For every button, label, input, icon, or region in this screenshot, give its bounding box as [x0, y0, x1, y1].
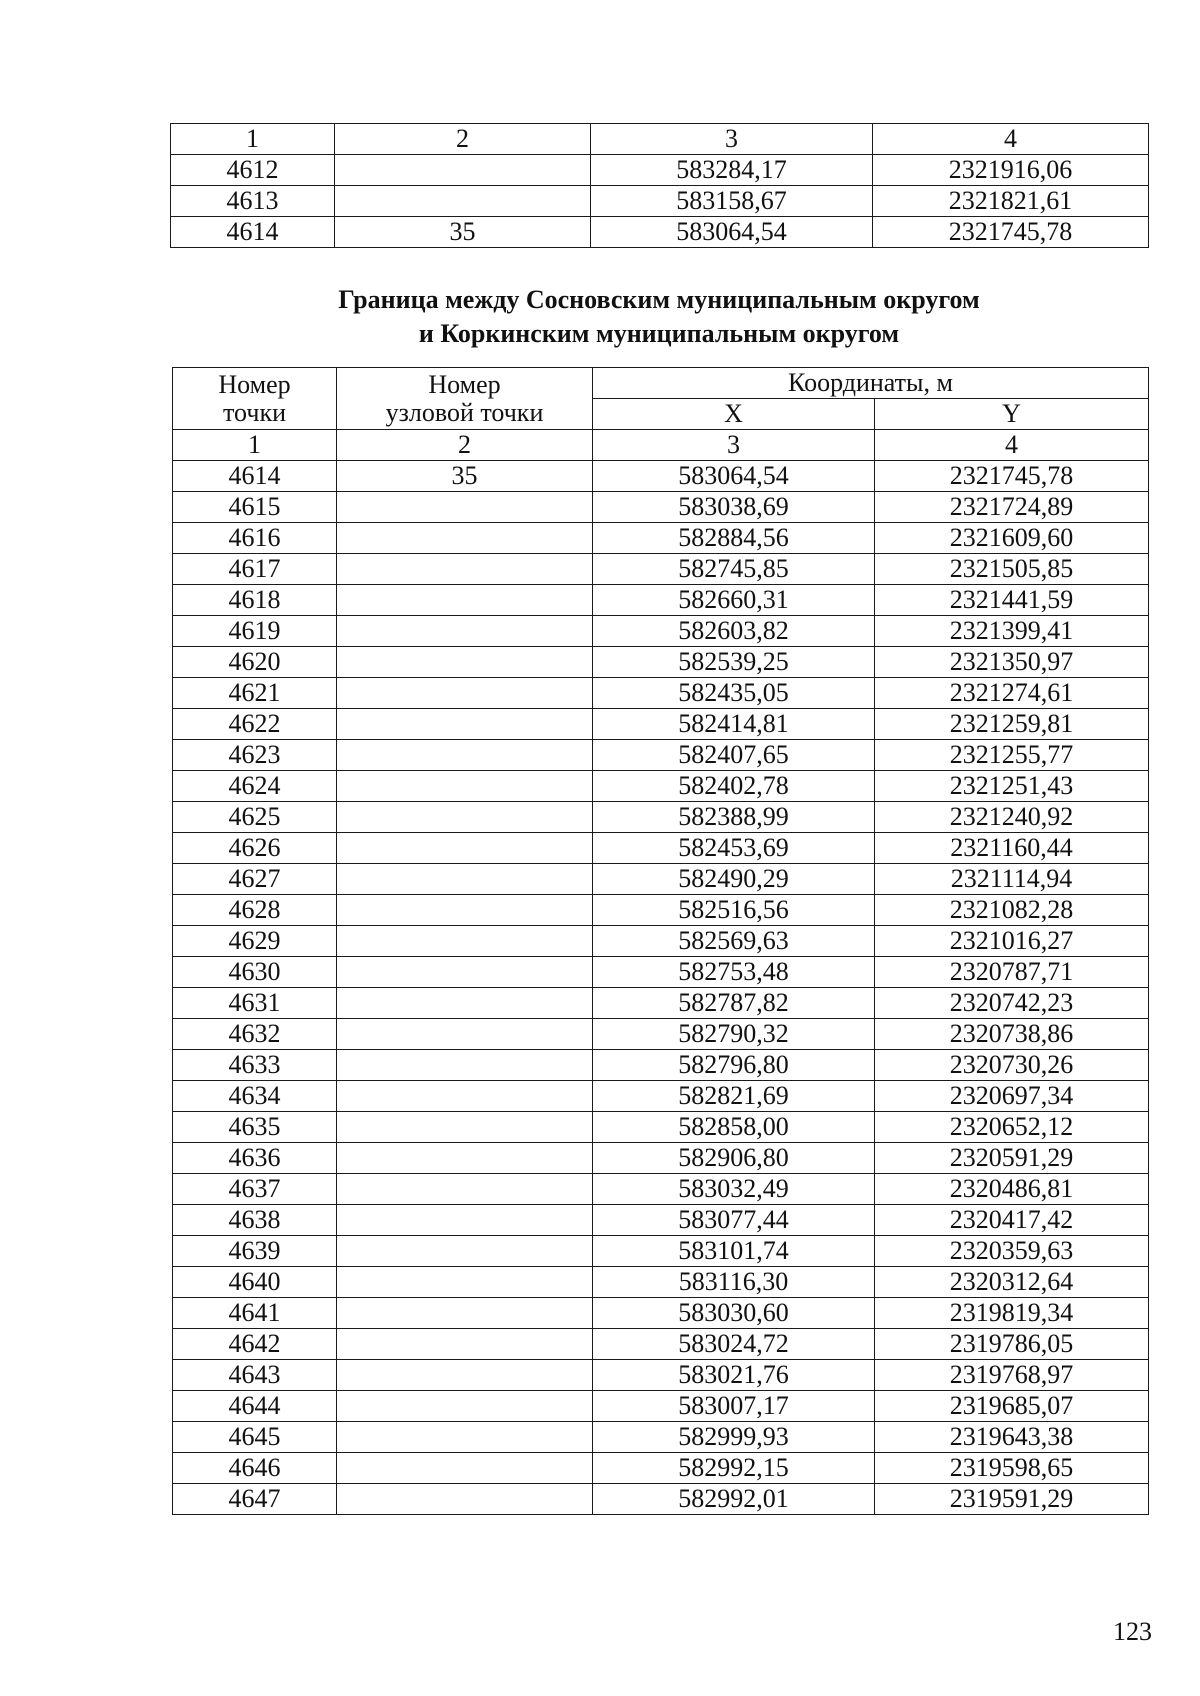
- y-coordinate-cell: 2321114,94: [875, 864, 1149, 895]
- table-row: [173, 616, 1149, 647]
- y-coordinate-cell: 2320697,34: [875, 1081, 1149, 1112]
- continuation-table: [170, 123, 1149, 248]
- y-coordinate-cell: 2321274,61: [875, 678, 1149, 709]
- x-coordinate-cell: 583021,76: [593, 1360, 875, 1391]
- y-coordinate-cell: 2321082,28: [875, 895, 1149, 926]
- point-number-cell: 4627: [173, 864, 337, 895]
- point-number-cell: 4643: [173, 1360, 337, 1391]
- node-number-cell: [337, 647, 593, 678]
- table-row: [173, 771, 1149, 802]
- x-coordinate-cell: 583116,30: [593, 1267, 875, 1298]
- point-number-cell: 4622: [173, 709, 337, 740]
- point-number-cell: 4642: [173, 1329, 337, 1360]
- node-number-cell: [337, 1391, 593, 1422]
- page-number: 123: [1113, 1617, 1152, 1646]
- node-number-cell: [337, 1112, 593, 1143]
- x-coordinate-cell: 583077,44: [593, 1205, 875, 1236]
- x-coordinate-cell: 583158,67: [591, 186, 873, 217]
- table-row: [173, 1112, 1149, 1143]
- point-number-cell: 4618: [173, 585, 337, 616]
- node-number-cell: 35: [335, 217, 591, 248]
- x-coordinate-cell: 582906,80: [593, 1143, 875, 1174]
- table-row: [173, 492, 1149, 523]
- node-number-cell: 35: [337, 461, 593, 492]
- y-coordinate-cell: 2321821,61: [873, 186, 1149, 217]
- point-number-cell: 4626: [173, 833, 337, 864]
- node-number-cell: [337, 802, 593, 833]
- y-coordinate-cell: 2320738,86: [875, 1019, 1149, 1050]
- table-row: [173, 957, 1149, 988]
- table-row: [173, 1422, 1149, 1453]
- column-number-2: 2: [337, 430, 593, 461]
- table-row: [173, 585, 1149, 616]
- node-number-cell: [337, 1329, 593, 1360]
- y-coordinate-cell: 2320591,29: [875, 1143, 1149, 1174]
- y-coordinate-cell: 2321016,27: [875, 926, 1149, 957]
- section-title-line-2: и Коркинским муниципальным округом: [418, 319, 900, 348]
- table-row: [173, 740, 1149, 771]
- x-coordinate-cell: 582569,63: [593, 926, 875, 957]
- point-number-cell: 4629: [173, 926, 337, 957]
- y-coordinate-cell: 2320787,71: [875, 957, 1149, 988]
- section-title-line-1: Граница между Сосновским муниципальным округом: [338, 285, 980, 314]
- point-number-cell: 4634: [173, 1081, 337, 1112]
- node-number-cell: [337, 554, 593, 585]
- table-row: [173, 523, 1149, 554]
- table-row: [173, 554, 1149, 585]
- node-number-cell: [337, 771, 593, 802]
- point-number-cell: 4644: [173, 1391, 337, 1422]
- node-number-cell: [337, 988, 593, 1019]
- point-number-cell: 4638: [173, 1205, 337, 1236]
- node-number-cell: [337, 585, 593, 616]
- table-row: [173, 895, 1149, 926]
- point-number-cell: 4633: [173, 1050, 337, 1081]
- node-number-cell: [337, 709, 593, 740]
- x-coordinate-cell: 582388,99: [593, 802, 875, 833]
- node-number-cell: [335, 155, 591, 186]
- table-row: [173, 647, 1149, 678]
- point-number-cell: 4613: [171, 186, 335, 217]
- y-coordinate-cell: 2320652,12: [875, 1112, 1149, 1143]
- x-coordinate-cell: 583038,69: [593, 492, 875, 523]
- x-coordinate-cell: 582516,56: [593, 895, 875, 926]
- node-number-header-line-2: узловой точки: [385, 397, 544, 427]
- y-coordinate-cell: 2321916,06: [873, 155, 1149, 186]
- point-number-cell: 4615: [173, 492, 337, 523]
- node-number-cell: [337, 492, 593, 523]
- node-number-cell: [337, 616, 593, 647]
- x-coordinate-cell: 582821,69: [593, 1081, 875, 1112]
- x-coordinate-cell: 582858,00: [593, 1112, 875, 1143]
- point-number-cell: 4639: [173, 1236, 337, 1267]
- y-coordinate-cell: 2319786,05: [875, 1329, 1149, 1360]
- node-number-cell: [337, 833, 593, 864]
- point-number-cell: 4646: [173, 1453, 337, 1484]
- y-coordinate-cell: 2321724,89: [875, 492, 1149, 523]
- x-coordinate-cell: 582753,48: [593, 957, 875, 988]
- x-coordinate-cell: 583064,54: [591, 217, 873, 248]
- point-number-cell: 4620: [173, 647, 337, 678]
- point-number-cell: 4645: [173, 1422, 337, 1453]
- table-row: [173, 1329, 1149, 1360]
- y-coordinate-cell: 2321259,81: [875, 709, 1149, 740]
- y-coordinate-cell: 2321505,85: [875, 554, 1149, 585]
- x-coordinate-cell: 582453,69: [593, 833, 875, 864]
- x-coordinate-cell: 582884,56: [593, 523, 875, 554]
- y-coordinate-cell: 2321745,78: [875, 461, 1149, 492]
- node-number-cell: [337, 1205, 593, 1236]
- column-number-1: 1: [173, 430, 337, 461]
- point-number-cell: 4637: [173, 1174, 337, 1205]
- y-coordinate-cell: 2320312,64: [875, 1267, 1149, 1298]
- point-number-cell: 4621: [173, 678, 337, 709]
- x-coordinate-cell: 583030,60: [593, 1298, 875, 1329]
- header-row-1: [173, 368, 1149, 399]
- node-number-cell: [337, 1453, 593, 1484]
- table-row: [171, 217, 1149, 248]
- column-number-2: 2: [335, 124, 591, 155]
- node-number-cell: [337, 1019, 593, 1050]
- node-number-header: [337, 368, 593, 430]
- column-number-4: 4: [873, 124, 1149, 155]
- x-coordinate-cell: 583284,17: [591, 155, 873, 186]
- y-coordinate-cell: 2320486,81: [875, 1174, 1149, 1205]
- point-number-cell: 4625: [173, 802, 337, 833]
- y-coordinate-cell: 2321745,78: [873, 217, 1149, 248]
- x-coordinate-cell: 583024,72: [593, 1329, 875, 1360]
- x-coordinate-cell: 582787,82: [593, 988, 875, 1019]
- table-row: [173, 1360, 1149, 1391]
- column-number-3: 3: [593, 430, 875, 461]
- node-number-cell: [337, 1298, 593, 1329]
- x-coordinate-cell: 582407,65: [593, 740, 875, 771]
- table-row: [173, 864, 1149, 895]
- point-number-cell: 4647: [173, 1484, 337, 1515]
- point-number-cell: 4612: [171, 155, 335, 186]
- y-coordinate-cell: 2320742,23: [875, 988, 1149, 1019]
- y-coordinate-cell: 2319643,38: [875, 1422, 1149, 1453]
- point-number-cell: 4614: [173, 461, 337, 492]
- x-coordinate-cell: 582490,29: [593, 864, 875, 895]
- x-coordinate-cell: 582992,15: [593, 1453, 875, 1484]
- point-number-cell: 4623: [173, 740, 337, 771]
- table-row: [173, 1143, 1149, 1174]
- table-row: [171, 186, 1149, 217]
- y-coordinate-cell: 2319598,65: [875, 1453, 1149, 1484]
- point-number-cell: 4635: [173, 1112, 337, 1143]
- table-row: [173, 1267, 1149, 1298]
- node-number-cell: [337, 1267, 593, 1298]
- node-number-cell: [337, 1174, 593, 1205]
- point-number-cell: 4617: [173, 554, 337, 585]
- y-coordinate-cell: 2319685,07: [875, 1391, 1149, 1422]
- table-row: [173, 1019, 1149, 1050]
- node-number-cell: [337, 895, 593, 926]
- continuation-table-body: [171, 124, 1149, 248]
- point-number-cell: 4619: [173, 616, 337, 647]
- point-number-cell: 4630: [173, 957, 337, 988]
- node-number-cell: [337, 1422, 593, 1453]
- x-coordinate-cell: 582745,85: [593, 554, 875, 585]
- point-number-header-line-2: точки: [223, 397, 286, 427]
- point-number-cell: 4632: [173, 1019, 337, 1050]
- node-number-header-line-1: Номер: [428, 370, 501, 400]
- y-coordinate-cell: 2321609,60: [875, 523, 1149, 554]
- y-coordinate-cell: 2319591,29: [875, 1484, 1149, 1515]
- point-number-cell: 4640: [173, 1267, 337, 1298]
- coordinates-header: Координаты, м: [593, 368, 1149, 399]
- y-coordinate-cell: 2321350,97: [875, 647, 1149, 678]
- point-number-cell: 4616: [173, 523, 337, 554]
- point-number-cell: 4628: [173, 895, 337, 926]
- x-coordinate-cell: 582539,25: [593, 647, 875, 678]
- column-number-row: [171, 124, 1149, 155]
- x-coordinate-cell: 582999,93: [593, 1422, 875, 1453]
- x-coordinate-cell: 582414,81: [593, 709, 875, 740]
- node-number-cell: [337, 864, 593, 895]
- coordinates-table: [172, 367, 1149, 1515]
- y-coordinate-cell: 2319768,97: [875, 1360, 1149, 1391]
- point-number-cell: 4624: [173, 771, 337, 802]
- x-header: X: [593, 399, 875, 430]
- column-number-1: 1: [171, 124, 335, 155]
- coordinates-table-header: [173, 368, 1149, 461]
- x-coordinate-cell: 582796,80: [593, 1050, 875, 1081]
- table-row: [173, 1484, 1149, 1515]
- table-row: [173, 833, 1149, 864]
- table-row: [173, 802, 1149, 833]
- point-number-cell: 4631: [173, 988, 337, 1019]
- table-row: [173, 1081, 1149, 1112]
- x-coordinate-cell: 582435,05: [593, 678, 875, 709]
- table-row: [173, 1174, 1149, 1205]
- table-row: [173, 1236, 1149, 1267]
- x-coordinate-cell: 583007,17: [593, 1391, 875, 1422]
- coordinates-table-body: [173, 461, 1149, 1515]
- node-number-cell: [337, 740, 593, 771]
- node-number-cell: [337, 1143, 593, 1174]
- y-coordinate-cell: 2321251,43: [875, 771, 1149, 802]
- column-number-row: [173, 430, 1149, 461]
- table-row: [173, 1050, 1149, 1081]
- x-coordinate-cell: 583101,74: [593, 1236, 875, 1267]
- point-number-cell: 4636: [173, 1143, 337, 1174]
- x-coordinate-cell: 582660,31: [593, 585, 875, 616]
- table-row: [173, 1298, 1149, 1329]
- y-coordinate-cell: 2321160,44: [875, 833, 1149, 864]
- column-number-3: 3: [591, 124, 873, 155]
- column-number-4: 4: [875, 430, 1149, 461]
- y-coordinate-cell: 2321399,41: [875, 616, 1149, 647]
- point-number-cell: 4614: [171, 217, 335, 248]
- node-number-cell: [337, 678, 593, 709]
- point-number-header-line-1: Номер: [218, 370, 291, 400]
- table-row: [173, 678, 1149, 709]
- node-number-cell: [337, 1360, 593, 1391]
- y-coordinate-cell: 2320730,26: [875, 1050, 1149, 1081]
- point-number-cell: 4641: [173, 1298, 337, 1329]
- y-coordinate-cell: 2320417,42: [875, 1205, 1149, 1236]
- y-coordinate-cell: 2321240,92: [875, 802, 1149, 833]
- table-row: [171, 155, 1149, 186]
- node-number-cell: [337, 1236, 593, 1267]
- node-number-cell: [337, 1050, 593, 1081]
- y-coordinate-cell: 2320359,63: [875, 1236, 1149, 1267]
- table-row: [173, 461, 1149, 492]
- y-coordinate-cell: 2321441,59: [875, 585, 1149, 616]
- table-row: [173, 1453, 1149, 1484]
- x-coordinate-cell: 582603,82: [593, 616, 875, 647]
- section-title: [170, 283, 1148, 351]
- x-coordinate-cell: 583064,54: [593, 461, 875, 492]
- node-number-cell: [337, 957, 593, 988]
- y-coordinate-cell: 2321255,77: [875, 740, 1149, 771]
- x-coordinate-cell: 582402,78: [593, 771, 875, 802]
- table-row: [173, 1205, 1149, 1236]
- node-number-cell: [337, 1081, 593, 1112]
- x-coordinate-cell: 582790,32: [593, 1019, 875, 1050]
- x-coordinate-cell: 582992,01: [593, 1484, 875, 1515]
- node-number-cell: [337, 1484, 593, 1515]
- table-row: [173, 1391, 1149, 1422]
- node-number-cell: [335, 186, 591, 217]
- y-header: Y: [875, 399, 1149, 430]
- node-number-cell: [337, 523, 593, 554]
- x-coordinate-cell: 583032,49: [593, 1174, 875, 1205]
- table-row: [173, 926, 1149, 957]
- table-row: [173, 988, 1149, 1019]
- node-number-cell: [337, 926, 593, 957]
- table-row: [173, 709, 1149, 740]
- point-number-header: [173, 368, 337, 430]
- y-coordinate-cell: 2319819,34: [875, 1298, 1149, 1329]
